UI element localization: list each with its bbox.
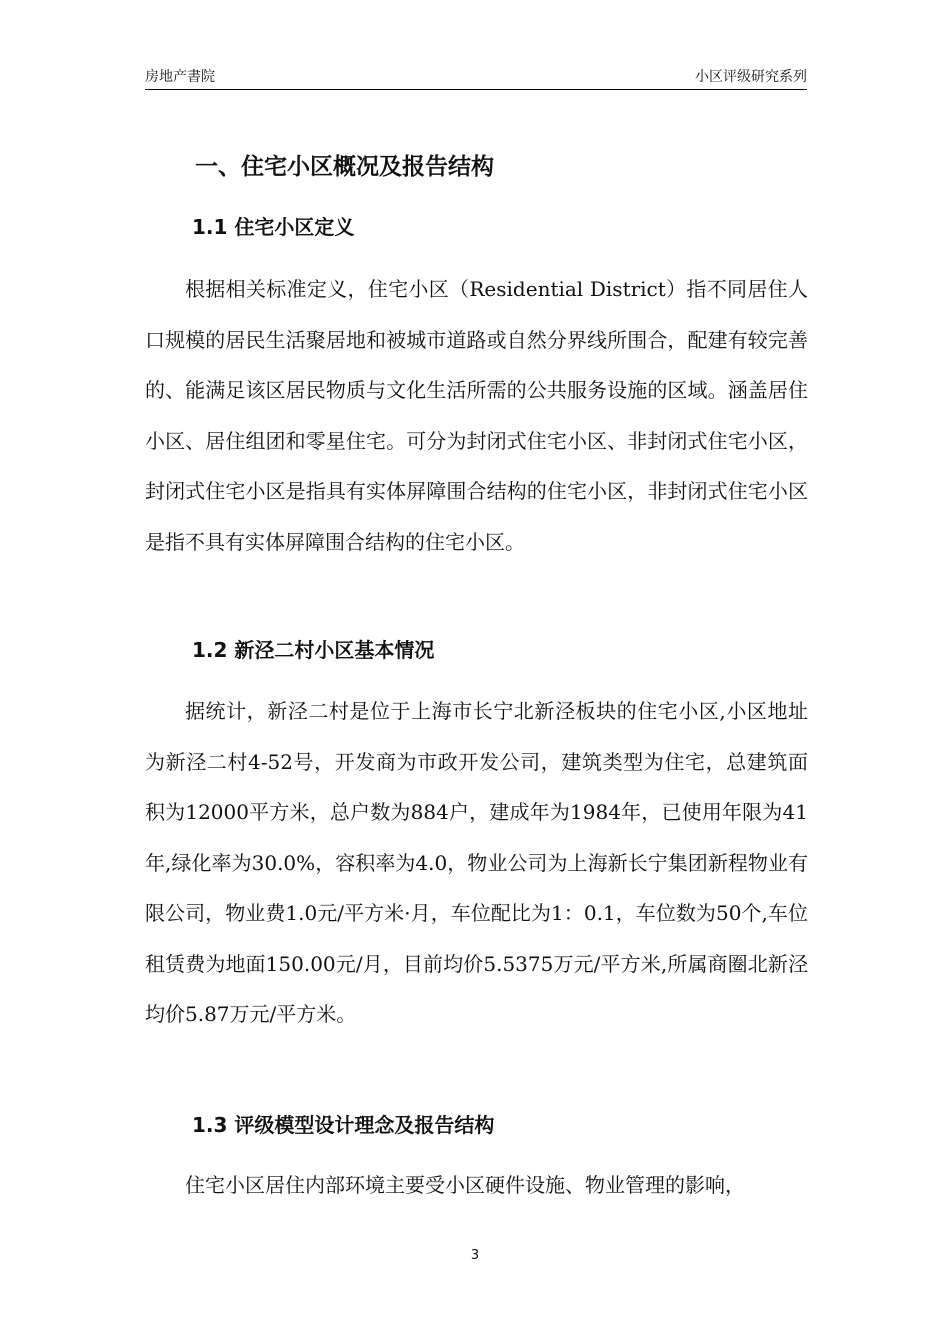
subsection-title-1-3: 1.3 评级模型设计理念及报告结构 — [192, 1113, 495, 1137]
paragraph-definition: 根据相关标准定义，住宅小区（Residential District）指不同居住人口规模的居民生活聚居地和被城市道路或自然分界线所围合，配建有较完善的、能满足该区居民物质与文化生活所需的公共服务设施的区域。涵盖居住小区、居住组团和零星住宅。可分为封闭式住宅小区、非封闭式住宅小区，封闭式住宅小区是指具有实体屏障围合结构的住宅小区，非封闭式住宅小区是指不具有实体屏障围合结构的住宅小区。 — [145, 277, 808, 554]
subsection-title-1-2: 1.2 新泾二村小区基本情况 — [192, 638, 435, 662]
subsection-title-1-1: 1.1 住宅小区定义 — [192, 215, 355, 239]
header-publisher: 房地产書院 — [145, 69, 215, 85]
header-series: 小区评级研究系列 — [695, 69, 807, 85]
page-number: 3 — [470, 1248, 480, 1263]
paragraph-model-design: 住宅小区居住内部环境主要受小区硬件设施、物业管理的影响， — [185, 1173, 745, 1197]
section-title: 一、住宅小区概况及报告结构 — [195, 154, 494, 180]
paragraph-basic-info: 据统计，新泾二村是位于上海市长宁北新泾板块的住宅小区,小区地址为新泾二村4-52号，开发商为市政开发公司，建筑类型为住宅，总建筑面积为12000平方米，总户数为884户，建成年为1984年，已使用年限为41年,绿化率为30.0%，容积率为4.0，物业公司为上海新长宁集团新程物业有限公司，物业费1.0元/平方米·月，车位配比为1：0.1，车位数为50个,车位租赁费为地面150.00元/月，目前均价5.5375万元/平方米,所属商圈北新泾均价5.87万元/平方米。 — [145, 699, 808, 1026]
page-header — [145, 64, 807, 90]
